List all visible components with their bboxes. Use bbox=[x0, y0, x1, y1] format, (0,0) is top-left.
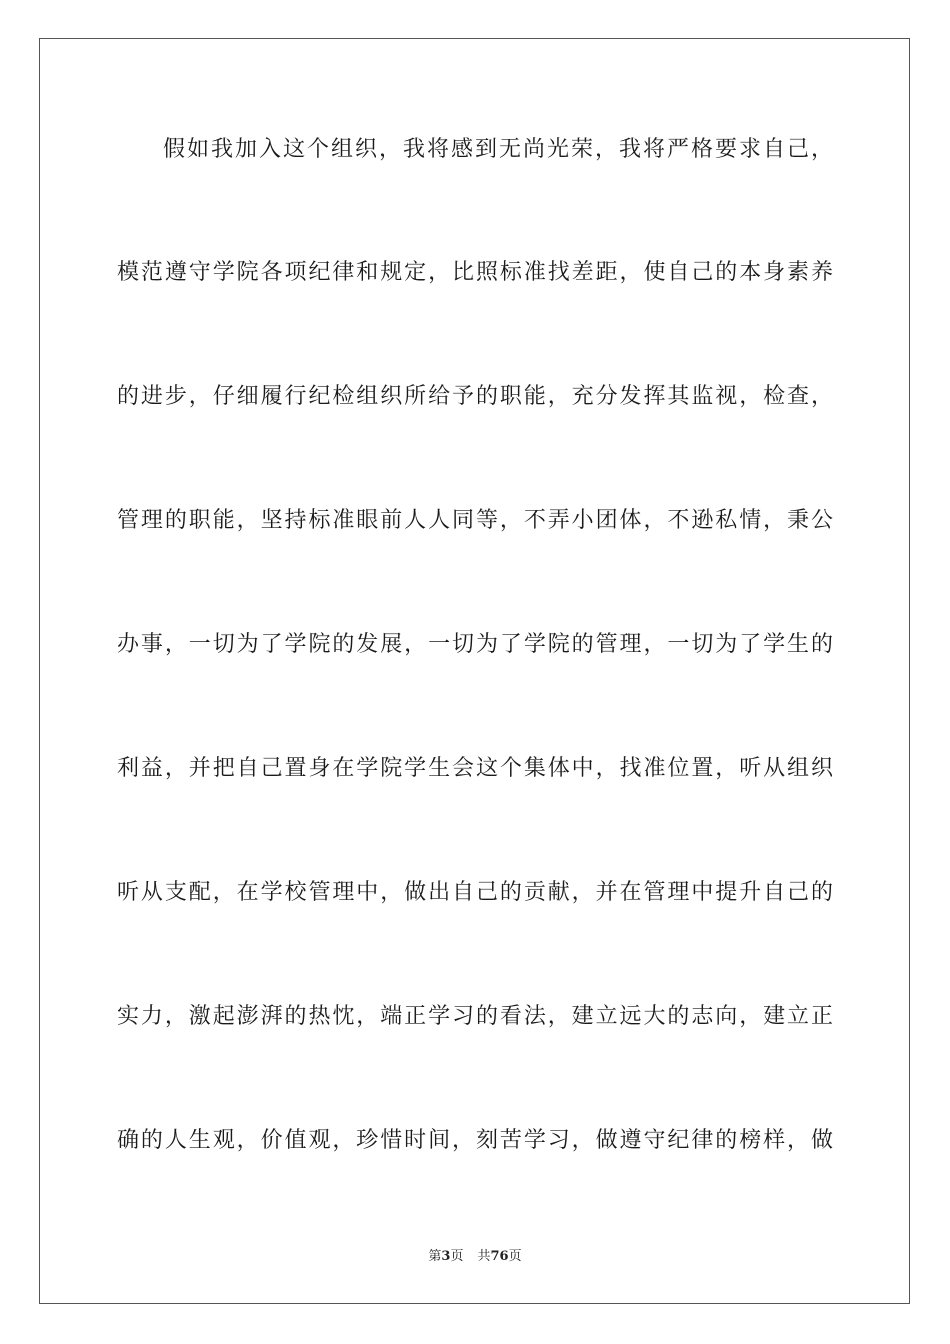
total-suffix: 页 bbox=[508, 1249, 522, 1264]
page-prefix: 第 bbox=[428, 1249, 442, 1264]
page-suffix: 页 bbox=[450, 1249, 464, 1264]
paragraph-line: 的进步，仔细履行纪检组织所给予的职能，充分发挥其监视，检查， bbox=[117, 384, 833, 409]
paragraph-line: 确的人生观，价值观，珍惜时间，刻苦学习，做遵守纪律的榜样，做 bbox=[117, 1128, 833, 1153]
page-border bbox=[39, 38, 910, 1304]
paragraph-line: 听从支配，在学校管理中，做出自己的贡献，并在管理中提升自己的 bbox=[117, 880, 833, 905]
total-pages: 76 bbox=[490, 1249, 509, 1264]
page-number: 3 bbox=[441, 1249, 451, 1264]
paragraph-line: 管理的职能，坚持标准眼前人人同等，不弄小团体，不逊私情，秉公 bbox=[117, 508, 833, 533]
paragraph-line: 实力，激起澎湃的热忱，端正学习的看法，建立远大的志向，建立正 bbox=[117, 1004, 833, 1029]
paragraph-line: 模范遵守学院各项纪律和规定，比照标准找差距，使自己的本身素养 bbox=[117, 260, 833, 285]
paragraph-line: 利益，并把自己置身在学院学生会这个集体中，找准位置，听从组织 bbox=[117, 756, 833, 781]
paragraph-line: 假如我加入这个组织，我将感到无尚光荣，我将严格要求自己， bbox=[163, 137, 833, 162]
total-prefix: 共 bbox=[477, 1249, 491, 1264]
paragraph-line: 办事，一切为了学院的发展，一切为了学院的管理，一切为了学生的 bbox=[117, 632, 833, 657]
page-footer bbox=[0, 1248, 950, 1266]
